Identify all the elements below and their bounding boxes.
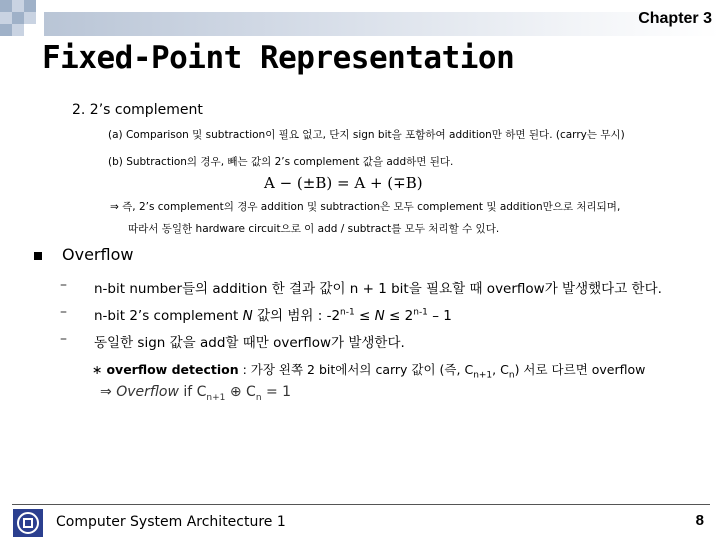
rule-text: if C	[178, 384, 207, 400]
arrow-icon: ⇒	[100, 384, 112, 400]
item2-text: n-bit 2’s complement	[94, 308, 243, 324]
section-heading: 2. 2’s complement	[72, 102, 203, 118]
decor-square	[12, 0, 24, 12]
detection-text: : 가장 왼쪽 2 bit에서의 carry 값이 (즉, C	[238, 362, 474, 377]
item-a: (a) Comparison 및 subtraction이 필요 없고, 단지 sign bit을 포함하여 addition만 하면 된다. (carry는 무시)	[108, 129, 625, 141]
dash-icon: –	[60, 304, 67, 320]
overflow-item-2	[94, 304, 452, 324]
decor-square	[0, 12, 12, 24]
formula: A − (±B) = A + (∓B)	[264, 174, 423, 192]
overflow-detection	[92, 360, 645, 381]
rule-word: Overflow	[116, 384, 179, 400]
item2-text: 값의 범위 : -2	[252, 308, 341, 324]
detection-text: , C	[492, 362, 509, 377]
decor-square	[0, 0, 12, 12]
overflow-item-3: 동일한 sign 값을 add할 때만 overflow가 발생한다.	[94, 335, 405, 351]
item2-var: N	[242, 308, 253, 324]
decor-square	[12, 12, 24, 24]
rule-text: = 1	[261, 384, 292, 400]
decor-square	[24, 0, 36, 12]
rule-sub: n+1	[206, 392, 226, 403]
bullet-icon	[34, 252, 42, 260]
decor-square	[0, 24, 12, 36]
decor-square	[24, 12, 36, 24]
dash-icon: –	[60, 277, 67, 293]
detection-sub: n+1	[473, 370, 493, 381]
item2-text: – 1	[427, 308, 452, 324]
note-line-2: 따라서 동일한 hardware circuit으로 이 add / subtract를 모두 처리할 수 있다.	[128, 223, 500, 235]
item-b: (b) Subtraction의 경우, 빼는 값의 2’s complement 값을 add하면 된다.	[108, 156, 454, 168]
detection-sub: n	[508, 370, 515, 381]
item2-text: ≤	[354, 308, 375, 324]
item2-text: ≤ 2	[384, 308, 414, 324]
note-line-1: ⇒ 즉, 2’s complement의 경우 addition 및 subtraction은 모두 complement 및 addition만으로 처리되며,	[110, 201, 621, 213]
overflow-item-1: n-bit number들의 addition 한 결과 값이 n + 1 bit을 필요할 때 overflow가 발생했다고 한다.	[94, 281, 662, 297]
chapter-label: Chapter 3	[638, 10, 712, 27]
university-logo-icon	[12, 508, 44, 538]
item2-exp: n-1	[340, 307, 355, 318]
page-title: Fixed-Point Representation	[42, 40, 515, 76]
rule-sub: n	[255, 392, 262, 403]
header-bar	[44, 12, 720, 36]
overflow-rule	[100, 384, 291, 403]
footer-course: Computer System Architecture 1	[56, 514, 286, 530]
detection-label: overflow detection	[106, 362, 239, 377]
overflow-heading: Overflow	[62, 245, 134, 264]
footer-divider	[12, 504, 710, 505]
page-number: 8	[695, 512, 704, 529]
star-icon: ∗	[92, 362, 107, 377]
item2-var: N	[374, 308, 385, 324]
dash-icon: –	[60, 331, 67, 347]
detection-text: ) 서로 다르면 overflow	[514, 362, 646, 377]
rule-text: ⊕ C	[225, 384, 256, 400]
decor-square	[12, 24, 24, 36]
item2-exp: n-1	[413, 307, 428, 318]
